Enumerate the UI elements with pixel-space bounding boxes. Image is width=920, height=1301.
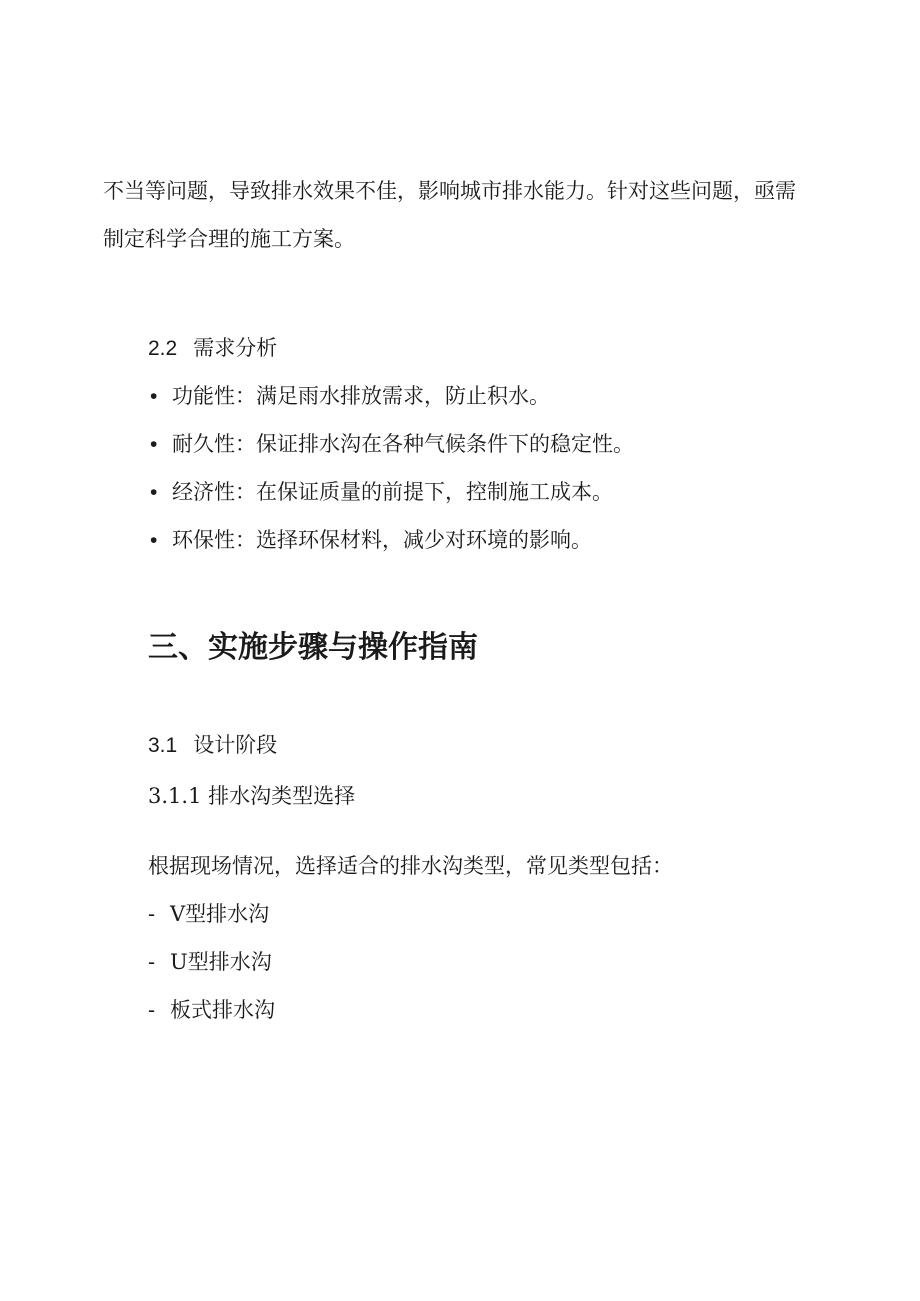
list-item: [148, 947, 272, 977]
section-title: 设计阶段: [193, 733, 278, 757]
section-number: 3.1: [148, 734, 178, 757]
chapter-3-title: 三、实施步骤与操作指南: [148, 630, 478, 665]
list-item-text: U型排水沟: [170, 950, 272, 974]
section-2-2-heading: [148, 333, 277, 364]
list-item: [148, 995, 275, 1025]
list-item: [150, 381, 550, 412]
dash-marker: -: [148, 902, 156, 926]
bullet-icon: •: [150, 433, 158, 456]
section-title: 需求分析: [193, 336, 278, 360]
intro-line-2: 制定科学合理的施工方案。: [103, 227, 355, 251]
bullet-icon: •: [150, 481, 158, 504]
list-item-text: V型排水沟: [170, 902, 270, 926]
intro-line-1: 不当等问题，导致排水效果不佳，影响城市排水能力。针对这些问题，亟需: [103, 179, 796, 203]
list-item-text: 环保性：选择环保材料，减少对环境的影响。: [172, 528, 592, 552]
list-item: [150, 477, 613, 508]
dash-marker: -: [148, 950, 156, 974]
section-number: 2.2: [148, 337, 178, 360]
dash-marker: -: [148, 998, 156, 1022]
list-item-text: 功能性：满足雨水排放需求，防止积水。: [172, 384, 550, 408]
section-3-1-1-heading: 3.1.1 排水沟类型选择: [148, 784, 356, 808]
list-item: [150, 429, 634, 460]
section-3-1-1-body: 根据现场情况，选择适合的排水沟类型，常见类型包括：: [148, 854, 673, 878]
bullet-icon: •: [150, 385, 158, 408]
list-item-text: 板式排水沟: [170, 998, 275, 1022]
list-item: [150, 525, 592, 556]
bullet-icon: •: [150, 529, 158, 552]
section-3-1-heading: [148, 730, 277, 761]
list-item-text: 经济性：在保证质量的前提下，控制施工成本。: [172, 480, 613, 504]
list-item-text: 耐久性：保证排水沟在各种气候条件下的稳定性。: [172, 432, 634, 456]
list-item: [148, 899, 269, 929]
